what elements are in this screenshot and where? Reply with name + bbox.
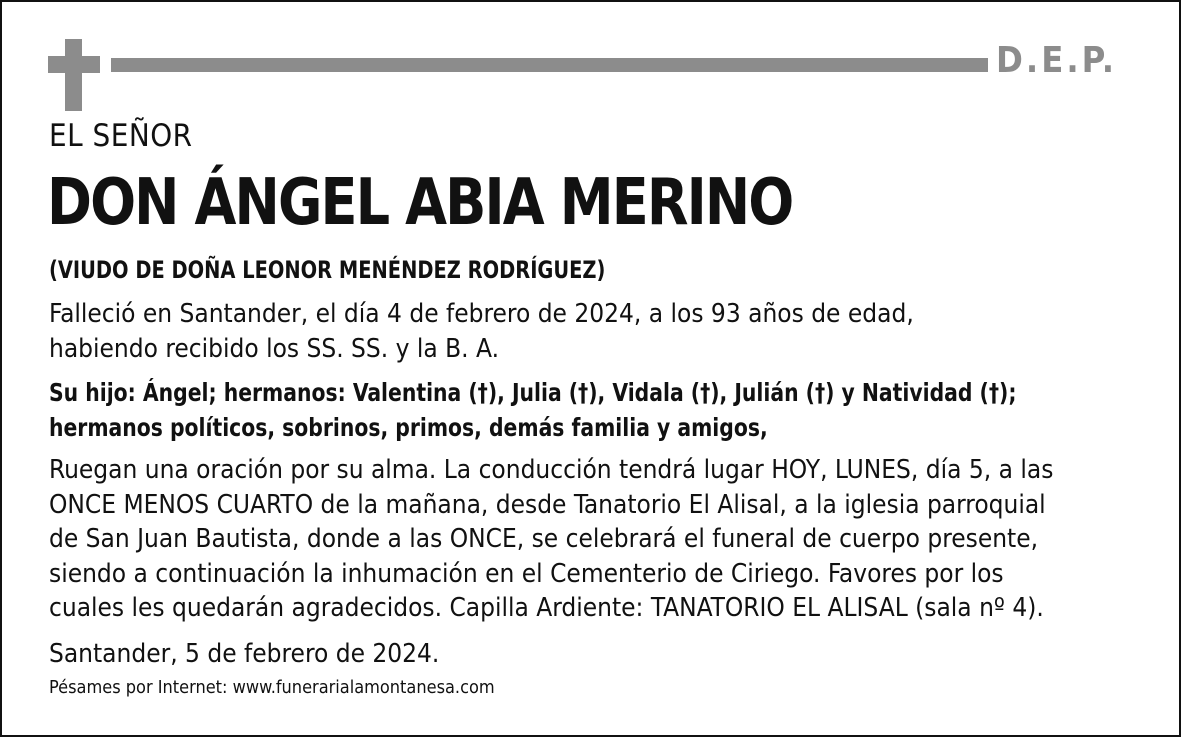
ceremony-line: cuales les quedarán agradecidos. Capilla Ardiente: TANATORIO EL ALISAL (sala nº 4). [49, 593, 1044, 623]
deceased-name: DON ÁNGEL ABIA MERINO [47, 166, 793, 240]
ceremony-line: Ruegan una oración por su alma. La conducción tendrá lugar HOY, LUNES, día 5, a las [49, 455, 1054, 485]
family-list [49, 375, 1135, 445]
widow-of-line: (VIUDO DE DOÑA LEONOR MENÉNDEZ RODRÍGUEZ) [49, 256, 606, 284]
place-date: Santander, 5 de febrero de 2024. [49, 639, 440, 669]
honorific: EL SEÑOR [49, 118, 193, 154]
cross-icon [48, 39, 100, 111]
ceremony-line: ONCE MENOS CUARTO de la mañana, desde Tanatorio El Alisal, a la iglesia parroquial [49, 489, 1046, 520]
ceremony-line: siendo a continuación la inhumación en el Cementerio de Ciriego. Favores por los [49, 558, 1004, 589]
header-rule [111, 58, 988, 72]
death-details-line: Falleció en Santander, el día 4 de febrero de 2024, a los 93 años de edad, [49, 299, 914, 329]
ceremony-line: de San Juan Bautista, donde a las ONCE, se celebrará el funeral de cuerpo presente, [49, 524, 1039, 554]
family-line: Su hijo: Ángel; hermanos: Valentina (†), Julia (†), Vidala (†), Julián (†) y Natividad (†); [49, 378, 1017, 407]
family-line: hermanos políticos, sobrinos, primos, demás familia y amigos, [49, 413, 768, 442]
death-details-line: habiendo recibido los SS. SS. y la B. A. [49, 334, 499, 364]
dep-label: D.E.P. [996, 40, 1118, 81]
death-details [49, 297, 1169, 367]
ceremony-details [49, 453, 1159, 626]
condolences-web: Pésames por Internet: www.funerarialamontanesa.com [49, 677, 495, 698]
